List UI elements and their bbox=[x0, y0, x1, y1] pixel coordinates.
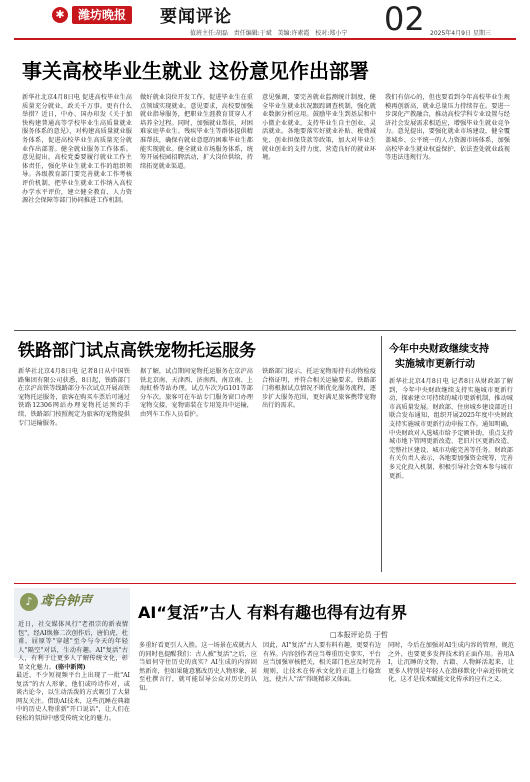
masthead bbox=[0, 0, 530, 50]
commentary-col4: 同时，今后在加强对AI生成内容的管理、规范之外，也要更多发挥技术的正面作用。善用AI，让沉睡的文物、古籍、人物鲜活起来，让更多人特别是年轻人在潜移默化中亲近传统文化，这才是技术赋能文化传承的应有之义。 bbox=[388, 642, 514, 684]
commentary-intro: 近日，社交媒体风行"老祖宗的新表情包"，经AI焕修二次创作后，唐伯虎、杜甫、屈原等"穿越"至今与今天的年轻人"隔空"对话，生动有趣。AI"复活"古人，有利于让更多人了解传统文化，彰显文化魅力。(骆中新网) bbox=[18, 621, 128, 671]
logo-text: 潍坊晚报 bbox=[72, 6, 132, 24]
article1-col1: 新华社北京4月8日电 促进高校毕业生高质量充分就业，政关千万事。更有什么举措？近日，中办、国办印发《关于加快构建普通高等学校毕业生高质量就业服务体系的意见》，对构建高质量就业服务体系，促进高校毕业生高质量充分就业作出部署。健全就业服务工作体系。意见提出，高校党委要履行就业工作主体责任，强化毕业生就业工作的组织领导。各级教育部门要完善就业工作考核评价机制，把毕业生就业工作纳入高校办学水平评价，建立健全教育、人力资源社会保障等部门协同推进工作机制。 bbox=[22, 94, 132, 205]
article3-body: 新华社北京4月8日电 记者8日从财政部了解到，今年中央财政继续支持实施城市更新行动，探索建立可持续的城市更新机制，推动城市高质量发展。财政部、住房城乡建设部近日联合发布通知，组织开展2025年度中央财政支持实施城市更新行动申报工作。通知明确，中央财政对入选城市给予定额补助，重点支持城市地下管网更新改造、老旧片区更新改造、完整社区建设、城市功能完善等任务。财政部有关负责人表示，各地要加强资金统筹，完善多元化投入机制，积极引导社会资本参与城市更新。 bbox=[389, 378, 513, 480]
section-title: 要闻评论 bbox=[160, 7, 232, 27]
article1-divider bbox=[14, 330, 516, 331]
column-logo bbox=[20, 592, 110, 614]
article2-col2: 据了解，试点期间宠物托运服务在京沪高铁北京南、天津西、济南西、南京南、上海虹桥等站办理，试点车次为G101等部分车次。旅客可在车站专门服务窗口办理宠物交接，宠物需装在专用笼具中运输，由列车工作人员看护。 bbox=[140, 368, 253, 418]
masthead-rule bbox=[14, 38, 516, 40]
column-name: 鸢台钟声 bbox=[40, 594, 93, 609]
newspaper-logo bbox=[52, 6, 138, 26]
credits-line bbox=[190, 28, 347, 37]
commentary-top-rule bbox=[14, 583, 516, 584]
column-divider bbox=[381, 336, 382, 572]
credit-designer: 美编:许素霞 bbox=[277, 30, 310, 37]
article1-col2: 做好就业岗位开发工作，促进毕业生在重点领域实现就业。意见要求，高校要加强就业指导服务，把职业生涯教育贯穿人才培养全过程。同时，加强就业帮扶，对困难家庭毕业生、残疾毕业生等群体提供精准帮扶，确保有就业意愿的困难毕业生都能实现就业。健全就业市场服务体系，统筹开展校园招聘活动，扩大岗位供给，持续拓宽就业渠道。 bbox=[140, 94, 253, 170]
commentary-byline: □本报评论员 于哲 bbox=[330, 631, 388, 639]
article1-col4: 我们有信心的，但也要看到今年高校毕业生规模再创新高，就业总量压力持续存在。要进一步深化产教融合，推动高校学科专业设置与经济社会发展需求相适应，增强毕业生就业竞争力。意见提出，要强化就业市场建设，健全覆盖城乡、公平统一的人力资源市场体系，加强高校毕业生就业权益保护，依法查处就业歧视等违法违规行为。 bbox=[385, 94, 510, 162]
logo-emblem-icon: ✱ bbox=[52, 7, 68, 23]
article2-col1: 新华社北京4月8日电 记者8日从中国铁路集团有限公司获悉，8日起，铁路部门在京沪高铁等线路部分车次试点开展高铁宠物托运服务，旅客在购买车票后可通过铁路12306网站办理宠物托运预约手续，铁路部门按照规定为旅客的宠物提供专门运输服务。 bbox=[18, 368, 130, 427]
credit-proof: 校对:郑小宁 bbox=[315, 30, 348, 37]
article2-col3: 铁路部门提示，托运宠物需持有动物检疫合格证明，并符合相关运输要求。铁路部门将根据试点情况不断优化服务流程，逐步扩大服务范围，更好满足旅客携带宠物出行的需求。 bbox=[262, 368, 376, 410]
commentary-col3: 因此，AI"复活"古人要有料有趣，更要有边有界。内容创作者应当尊重历史事实，平台应当加强审核把关，相关部门也应及时完善规则，让技术在传承文化的正道上行稳致远，使古人"活"得既精彩又体面。 bbox=[263, 642, 381, 684]
commentary-col1: 最近，不少短视频平台上出现了一批"AI复活"的古人形象，他们或吟诗作对，或谈古论今，以生动活泼的方式吸引了大量网友关注。借助AI技术，这些沉睡在典籍中的历史人物重新"开口说话"，让人们在轻松的氛围中感受传统文化的魅力。 bbox=[16, 672, 130, 722]
credit-editor: 值班主任:胡磊 bbox=[190, 30, 229, 37]
article3-headline-line2: 实施城市更新行动 bbox=[395, 359, 475, 370]
article3-headline-line1: 今年中央财政继续支持 bbox=[389, 344, 489, 355]
article2-headline: 铁路部门试点高铁宠物托运服务 bbox=[18, 341, 256, 361]
intro-source: (骆中新网) bbox=[55, 663, 86, 671]
credit-responsible: 责任编辑:于斌 bbox=[233, 30, 272, 37]
page-number: 02 bbox=[384, 0, 425, 38]
article1-col3: 意见强调，要完善就业监测统计制度，健全毕业生就业状况跟踪调查机制，强化就业数据分析应用。鼓励毕业生到基层和中小微企业就业，支持毕业生自主创业、灵活就业。各地要落实好就业补贴、税费减免、创业担保贷款等政策，加大对毕业生就业创业的支持力度，营造良好的就业环境。 bbox=[262, 94, 376, 162]
commentary-col2: 多重好看更引人入胜。这一场景在成就古人的同时也提醒我们：古人被"复活"之后，应当如何守住历史的真实？AI生成的内容固然新奇，但如果随意篡改历史人物形象，甚至杜撰言行，就可能误导公众对历史的认知。 bbox=[139, 642, 257, 692]
article1-headline: 事关高校毕业生就业 这份意见作出部署 bbox=[22, 59, 369, 83]
issue-date: 2025年4月9日 星期三 bbox=[430, 30, 491, 37]
bell-icon: ♪ bbox=[20, 593, 38, 611]
commentary-headline: AI“复活”古人 有料有趣也得有边有界 bbox=[138, 603, 407, 622]
